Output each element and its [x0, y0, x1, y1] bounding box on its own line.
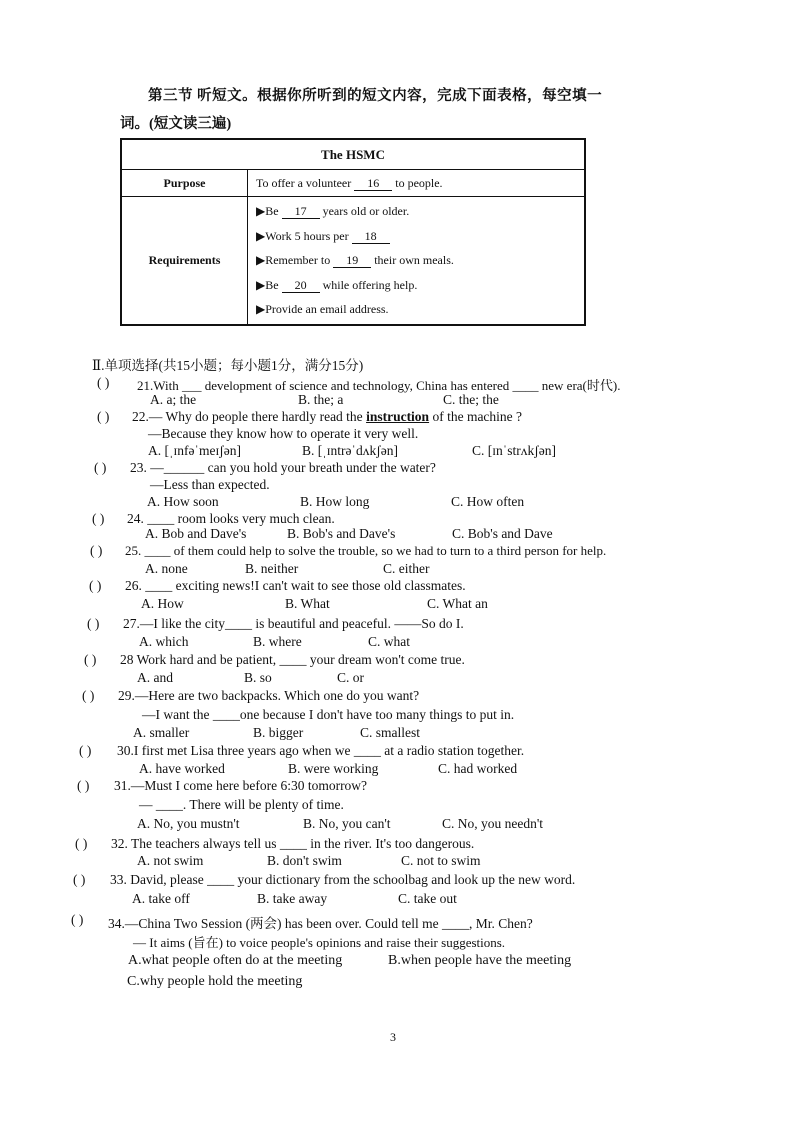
option: A. smaller — [133, 725, 190, 740]
option: A. none — [145, 561, 188, 576]
blank-16[interactable]: 16 — [354, 176, 392, 191]
part2-heading: Ⅱ.单项选择(共15小题；每小题1分，满分15分) — [92, 358, 364, 373]
option: C. not to swim — [401, 853, 481, 868]
option: C.why people hold the meeting — [127, 974, 303, 989]
purpose-label: Purpose — [121, 170, 248, 197]
answer-paren[interactable]: ( ) — [82, 688, 95, 703]
answer-paren[interactable]: ( ) — [89, 578, 102, 593]
question-25: 25. ____ of them could help to solve the trouble, so we had to turn to a third person for help. — [125, 543, 607, 558]
option: A. How — [141, 596, 184, 611]
purpose-post: to people. — [395, 175, 443, 190]
option: B. take away — [257, 891, 328, 906]
answer-paren[interactable]: ( ) — [73, 872, 86, 887]
section-title: 第三节 听短文。根据你所听到的短文内容，完成下面表格，每空填一 — [148, 88, 603, 104]
req-text: ▶Be — [256, 277, 279, 292]
answer-paren[interactable]: ( ) — [75, 836, 88, 851]
option: A. have worked — [139, 761, 225, 776]
option: C. or — [337, 670, 364, 685]
question-34: 34.—China Two Session (两会) has been over. Could tell me ____, Mr. Chen? — [108, 916, 533, 931]
question-29: 29.—Here are two backpacks. Which one do you want? — [118, 688, 420, 703]
option: B. What — [285, 596, 330, 611]
blank-19[interactable]: 19 — [333, 253, 371, 268]
answer-paren[interactable]: ( ) — [79, 743, 92, 758]
question-22-answer: —Because they know how to operate it very well. — [148, 426, 419, 441]
option: C. take out — [398, 891, 457, 906]
option: B.when people have the meeting — [388, 953, 572, 968]
question-31-answer: — ____. There will be plenty of time. — [139, 797, 344, 812]
answer-paren[interactable]: ( ) — [97, 375, 110, 390]
option: C. what — [368, 634, 410, 649]
question-22 — [132, 409, 522, 425]
answer-paren[interactable]: ( ) — [77, 778, 90, 793]
question-23: 23. —______ can you hold your breath under the water? — [130, 460, 436, 475]
option: C. Bob's and Dave — [452, 526, 553, 541]
requirement-item — [256, 199, 584, 224]
q22-underlined-word: instruction — [366, 409, 430, 424]
requirement-item — [256, 224, 584, 249]
option: B. where — [253, 634, 302, 649]
question-31: 31.—Must I come here before 6:30 tomorrow? — [114, 778, 368, 793]
option: C. had worked — [438, 761, 518, 776]
option: B. don't swim — [267, 853, 342, 868]
option: C. No, you needn't — [442, 816, 544, 831]
question-29-answer: —I want the ____one because I don't have too many things to put in. — [142, 707, 515, 722]
req-text: while offering help. — [322, 277, 418, 292]
option: B. No, you can't — [303, 816, 391, 831]
option: B. bigger — [253, 725, 304, 740]
option: A. No, you mustn't — [137, 816, 240, 831]
question-26: 26. ____ exciting news!I can't wait to see those old classmates. — [125, 578, 466, 593]
question-32: 32. The teachers always tell us ____ in the river. It's too dangerous. — [111, 836, 475, 851]
hsmc-table — [120, 138, 586, 326]
option: A. a; the — [150, 392, 197, 407]
requirement-item — [256, 248, 584, 273]
option: B. so — [244, 670, 272, 685]
req-text: years old or older. — [322, 204, 410, 218]
answer-paren[interactable]: ( ) — [84, 652, 97, 667]
option: B. were working — [288, 761, 379, 776]
req-text: ▶Provide an email address. — [256, 302, 389, 316]
option: C. the; the — [443, 392, 499, 407]
page-number: 3 — [390, 1030, 396, 1044]
requirement-item — [256, 273, 584, 298]
blank-18[interactable]: 18 — [352, 229, 390, 244]
option: A. and — [137, 670, 173, 685]
question-27: 27.—I like the city____ is beautiful and peaceful. ——So do I. — [123, 616, 464, 631]
option: B. How long — [300, 494, 370, 509]
purpose-value — [248, 170, 586, 197]
question-30: 30.I first met Lisa three years ago when we ____ at a radio station together. — [117, 743, 525, 758]
requirements-list — [248, 197, 586, 325]
req-text: ▶Remember to — [256, 253, 331, 267]
option: A. take off — [132, 891, 190, 906]
option: C. What an — [427, 596, 488, 611]
q22-text: 22.— Why do people there hardly read the — [132, 409, 367, 424]
blank-20[interactable]: 20 — [282, 278, 320, 293]
answer-paren[interactable]: ( ) — [92, 511, 105, 526]
req-text: their own meals. — [374, 253, 454, 267]
question-24: 24. ____ room looks very much clean. — [127, 511, 335, 526]
option: B. [ˌɪntrəˈdʌkʃən] — [302, 443, 398, 458]
answer-paren[interactable]: ( ) — [97, 409, 110, 424]
purpose-pre: To offer a volunteer — [256, 175, 352, 190]
option: A. not swim — [137, 853, 204, 868]
question-23-answer: —Less than expected. — [150, 477, 270, 492]
option: A. Bob and Dave's — [145, 526, 247, 541]
section-title-cont: 词。(短文读三遍) — [120, 116, 232, 132]
option: B. neither — [245, 561, 299, 576]
option: B. Bob's and Dave's — [287, 526, 396, 541]
table-header: The HSMC — [121, 139, 585, 170]
req-text: ▶Work 5 hours per — [256, 228, 349, 243]
answer-paren[interactable]: ( ) — [87, 616, 100, 631]
option: C. How often — [451, 494, 525, 509]
option: A. How soon — [147, 494, 219, 509]
option: C. smallest — [360, 725, 420, 740]
answer-paren[interactable]: ( ) — [94, 460, 107, 475]
answer-paren[interactable]: ( ) — [90, 543, 103, 558]
question-21: 21.With ___ development of science and technology, China has entered ____ new era(时代). — [137, 378, 621, 393]
q22-text: of the machine ? — [429, 409, 523, 424]
option: A. [ˌɪnfəˈmeɪʃən] — [148, 443, 241, 458]
question-28: 28 Work hard and be patient, ____ your dream won't come true. — [120, 652, 465, 667]
requirements-label: Requirements — [121, 197, 248, 325]
option: A. which — [139, 634, 189, 649]
blank-17[interactable]: 17 — [282, 204, 320, 219]
option: B. the; a — [298, 392, 344, 407]
option: C. either — [383, 561, 430, 576]
question-33: 33. David, please ____ your dictionary from the schoolbag and look up the new word. — [110, 872, 576, 887]
option: A.what people often do at the meeting — [128, 953, 343, 968]
option: C. [ɪnˈstrʌkʃən] — [472, 443, 556, 458]
requirement-item — [256, 297, 584, 322]
question-34-answer: — It aims (旨在) to voice people's opinions and raise their suggestions. — [133, 935, 506, 950]
answer-paren[interactable]: ( ) — [71, 912, 84, 927]
req-text: ▶Be — [256, 204, 279, 218]
